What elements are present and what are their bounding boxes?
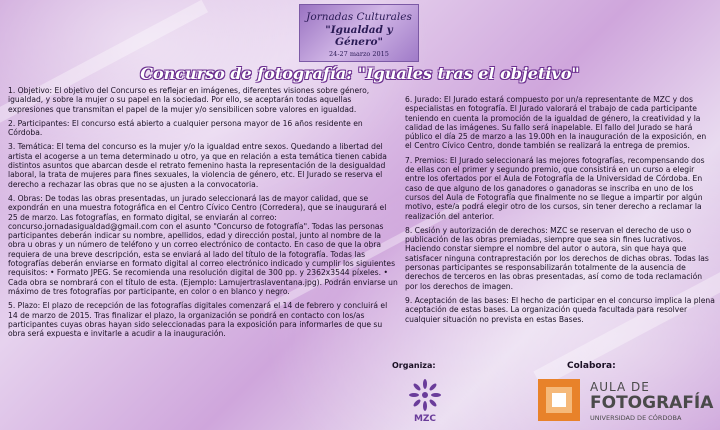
aula-line3: UNIVERSIDAD DE CÓRDOBA bbox=[590, 414, 682, 422]
rule-obras: 4. Obras: De todas las obras presentadas, un jurado seleccionará las de mayor calidad, que se expondrán en una muestra fotográfica en el Centro Cívico Centro (Corredera), que se inaugurará el 25 de marzo. Las fotografías, en formato digital, se enviarán al correo: concurso.jornadasigualdad@gmail.com con el asunto "Concurso de fotografía". Todas las personas participantes deberán indicar su nombre, apellidos, edad y dirección postal, junto al nombre de la obra u obras y un número de teléfono y un correo electrónico de contacto. En caso de que la obra requiera de una breve descripción, esta se enviará al lado del título de la fotografía. Todas las fotografías deberán enviarse en formato digital al correo electrónico indicado y cumplir los siguientes requisitos: • Formato JPEG. Se recomienda una resolución digital de 300 pp. y 2362x3544 píxeles. • Cada obra se nombrará con el título de esta. (Ejemplo: Lamujertraslaventana.jpg). Podrán enviarse un máximo de tres fotografías por participante, en color o en blanco y negro. bbox=[8, 193, 398, 296]
mzc-logo bbox=[402, 378, 448, 428]
banner-dates: 24-27 marzo 2015 bbox=[329, 50, 389, 58]
rule-derechos: 8. Cesión y autorización de derechos: MZC se reservan el derecho de uso o publicación de las obras premiadas, siempre que sea sin fines lucrativos. Haciendo constar siempre el nombre del autor o autora, sin que haya que satisfacer ninguna contraprestación por los derechos de dichas obras. Todas las personas participantes se responsabilizarán totalmente de la ausencia de derechos de terceros en las obras presentadas, así como de toda reclamación por los derechos de imagen. bbox=[405, 225, 709, 291]
rule-aceptacion: 9. Aceptación de las bases: El hecho de participar en el concurso implica la plena aceptación de estas bases. La organización queda facultada para resolver cualquier situación no prevista en estas Bases. bbox=[405, 295, 715, 324]
rules-right-column bbox=[405, 95, 715, 329]
rules-left-column bbox=[8, 86, 398, 343]
rule-plazo: 5. Plazo: El plazo de recepción de las fotografías digitales comenzará el 14 de febrero y concluirá el 14 de marzo de 2015. Tras finalizar el plazo, la organización se pondrá en contacto con los/as participantes cuyas obras hayan sido seleccionadas para la exposición para informarles de que su obra será expuesta e invitarle a acudir a la inauguración. bbox=[8, 301, 388, 339]
banner-line1: Jornadas Culturales bbox=[306, 11, 412, 23]
rule-participantes: 2. Participantes: El concurso está abierto a cualquier persona mayor de 16 años residente en Córdoba. bbox=[8, 118, 363, 138]
event-banner bbox=[299, 4, 419, 62]
aula-line2: FOTOGRAFÍA bbox=[590, 393, 714, 413]
rule-tematica: 3. Temática: El tema del concurso es la mujer y/o la igualdad entre sexos. Quedando a libertad del artista el acogerse a un tema determinado u otro, ya que en relación a esta temática tienen cabida distintos asuntos que abarcan desde el retrato femenino hasta la representación de la desigualdad laboral, la trata de mujeres para fines sexuales, la violencia de género, etc. El Jurado se reserva el derecho a rechazar las obras que no se ajusten a la convocatoria. bbox=[8, 142, 387, 189]
aula-line1: AULA DE bbox=[590, 380, 650, 394]
aula-fotografia-logo bbox=[538, 377, 718, 427]
banner-line2: "Igualdad y Género" bbox=[325, 24, 393, 48]
mzc-flower-icon bbox=[405, 378, 445, 412]
organiza-label: Organiza: bbox=[392, 361, 436, 370]
aula-aperture-icon bbox=[538, 379, 580, 421]
rule-jurado: 6. Jurado: El Jurado estará compuesto por un/a representante de MZC y dos especialistas en fotografía. El Jurado valorará el trabajo de cada participante teniendo en cuenta la promoción de la igualdad de género, la creatividad y la calidad de las imágenes. Su fallo será inapelable. El fallo del Jurado se hará público el día 25 de marzo a las 19.00h en la inauguración de la exposición, en el Centro Cívico Centro, donde también se realizará la entrega de premios. bbox=[405, 95, 707, 151]
rule-premios: 7. Premios: El Jurado seleccionará las mejores fotografías, recompensando dos de ellas con el primer y segundo premio, que consistirá en un curso a elegir entre los ofertados por el Aula de Fotografía de la Universidad de Córdoba. En caso de que alguno de los ganadores o ganadoras se inscriba en uno de los cursos del Aula de Fotografía que finalmente no se llegue a impartir por algún motivo, este/a podrá elegir otro de los cursos, sin tener derecho a reclamar la realización del anterior. bbox=[405, 155, 705, 221]
rule-objetivo: 1. Objetivo: El objetivo del Concurso es reflejar en imágenes, diferentes visiones sobre género, igualdad, y sobre la mujer o su papel en la sociedad. Por ello, se aceptarán todas aquellas expresiones que transmitan el papel de la mujer y/o sensibilicen sobre valores en igualdad. bbox=[8, 86, 370, 114]
page-title: Concurso de fotografía: "Iguales tras el objetivo" bbox=[140, 64, 580, 83]
mzc-text: MZC bbox=[413, 414, 437, 424]
colabora-label: Colabora: bbox=[567, 361, 616, 371]
